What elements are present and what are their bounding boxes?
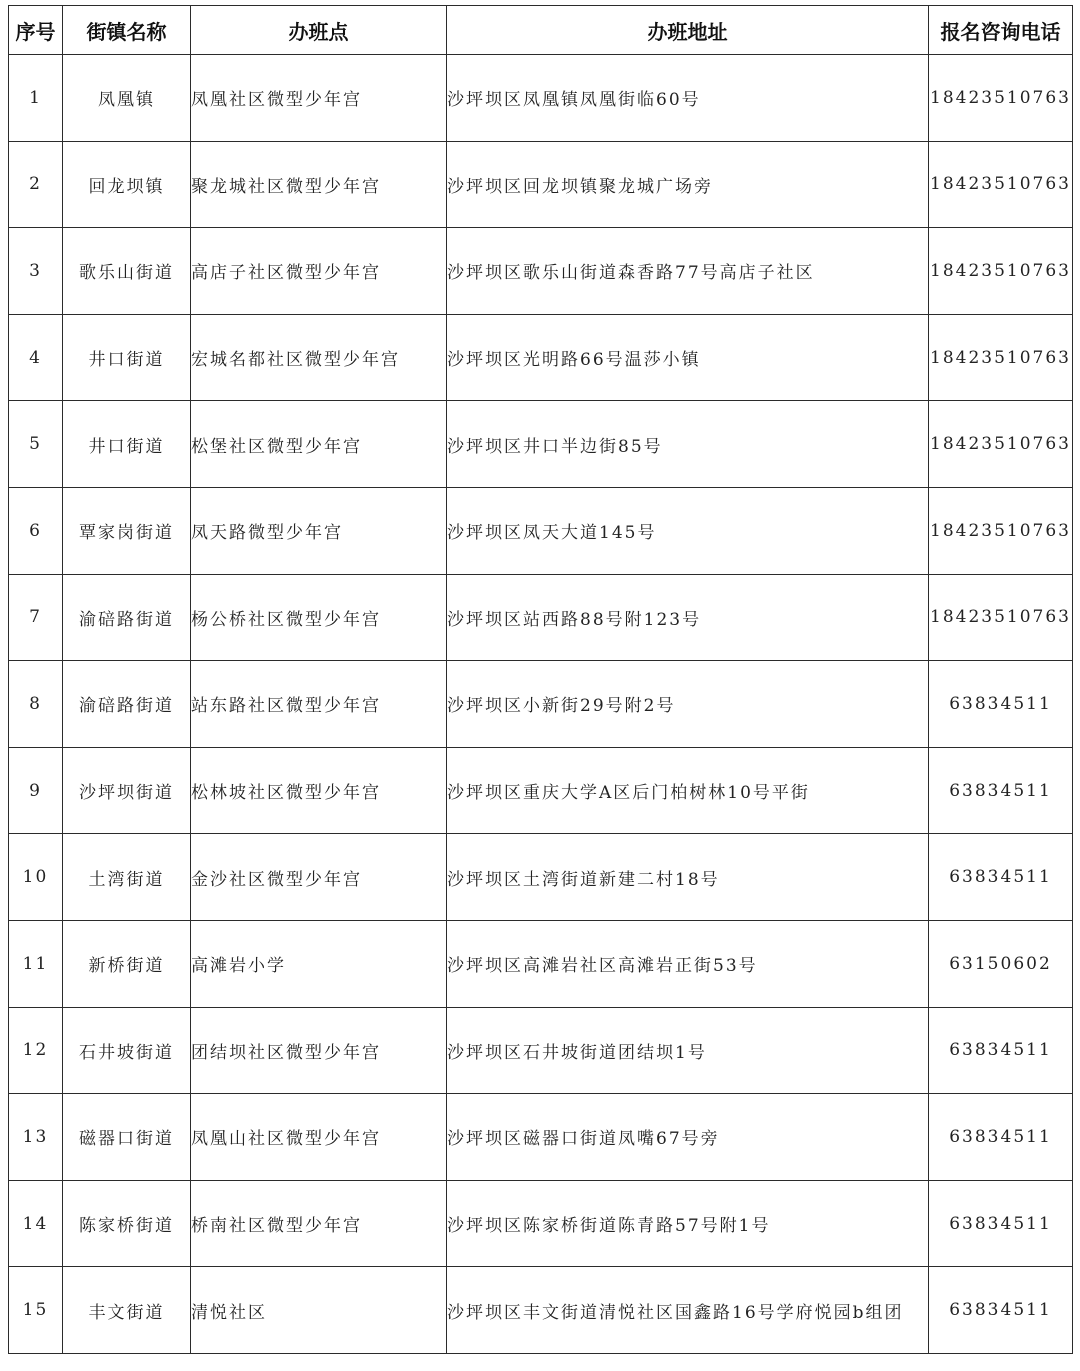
row-consult-phone: 18423510763 [929,574,1073,661]
row-town-name: 土湾街道 [63,834,191,921]
row-serial-number: 9 [9,747,63,834]
row-class-address: 沙坪坝区陈家桥街道陈青路57号附1号 [447,1180,929,1267]
row-town-name: 凤凰镇 [63,55,191,142]
table-row [9,920,1073,1007]
row-serial-number: 13 [9,1094,63,1181]
table-row [9,834,1073,921]
table-row [9,141,1073,228]
header-serial-number: 序号 [9,6,63,55]
row-class-address: 沙坪坝区井口半边街85号 [447,401,929,488]
row-consult-phone: 63834511 [929,661,1073,748]
row-class-address: 沙坪坝区土湾街道新建二村18号 [447,834,929,921]
row-class-address: 沙坪坝区站西路88号附123号 [447,574,929,661]
row-serial-number: 12 [9,1007,63,1094]
registration-table-sheet [8,5,1072,1365]
row-class-site: 凤凰社区微型少年宫 [191,55,447,142]
row-serial-number: 11 [9,920,63,1007]
row-class-site: 团结坝社区微型少年宫 [191,1007,447,1094]
row-town-name: 石井坡街道 [63,1007,191,1094]
row-class-address: 沙坪坝区丰文街道清悦社区国鑫路16号学府悦园b组团 [447,1267,929,1354]
table-row [9,487,1073,574]
row-class-site: 桥南社区微型少年宫 [191,1180,447,1267]
table-row [9,574,1073,661]
row-town-name: 回龙坝镇 [63,141,191,228]
row-class-site: 高店子社区微型少年宫 [191,228,447,315]
row-consult-phone: 63834511 [929,1007,1073,1094]
row-consult-phone: 18423510763 [929,314,1073,401]
row-town-name: 新桥街道 [63,920,191,1007]
class-location-table [8,5,1073,1354]
row-class-address: 沙坪坝区磁器口街道凤嘴67号旁 [447,1094,929,1181]
row-consult-phone: 18423510763 [929,487,1073,574]
row-consult-phone: 18423510763 [929,228,1073,315]
row-consult-phone: 63834511 [929,834,1073,921]
row-class-site: 松林坡社区微型少年宫 [191,747,447,834]
table-row [9,747,1073,834]
row-serial-number: 2 [9,141,63,228]
row-town-name: 沙坪坝街道 [63,747,191,834]
row-class-address: 沙坪坝区凤凰镇凤凰街临60号 [447,55,929,142]
table-row [9,1180,1073,1267]
row-serial-number: 8 [9,661,63,748]
row-town-name: 覃家岗街道 [63,487,191,574]
row-town-name: 井口街道 [63,314,191,401]
row-class-address: 沙坪坝区石井坡街道团结坝1号 [447,1007,929,1094]
row-serial-number: 10 [9,834,63,921]
row-serial-number: 4 [9,314,63,401]
row-consult-phone: 18423510763 [929,55,1073,142]
table-row [9,661,1073,748]
table-row [9,1007,1073,1094]
header-class-address: 办班地址 [447,6,929,55]
row-class-site: 松堡社区微型少年宫 [191,401,447,488]
row-class-site: 杨公桥社区微型少年宫 [191,574,447,661]
row-class-site: 凤凰山社区微型少年宫 [191,1094,447,1181]
row-serial-number: 14 [9,1180,63,1267]
row-class-site: 聚龙城社区微型少年宫 [191,141,447,228]
table-row [9,1094,1073,1181]
header-class-site: 办班点 [191,6,447,55]
table-row [9,228,1073,315]
table-row [9,401,1073,488]
row-class-address: 沙坪坝区小新街29号附2号 [447,661,929,748]
row-consult-phone: 63834511 [929,1180,1073,1267]
header-town-name: 街镇名称 [63,6,191,55]
row-serial-number: 5 [9,401,63,488]
row-class-address: 沙坪坝区光明路66号温莎小镇 [447,314,929,401]
row-class-address: 沙坪坝区高滩岩社区高滩岩正街53号 [447,920,929,1007]
row-town-name: 丰文街道 [63,1267,191,1354]
row-town-name: 陈家桥街道 [63,1180,191,1267]
header-consult-phone: 报名咨询电话 [929,6,1073,55]
row-serial-number: 6 [9,487,63,574]
row-town-name: 井口街道 [63,401,191,488]
row-serial-number: 3 [9,228,63,315]
row-class-site: 宏城名都社区微型少年宫 [191,314,447,401]
row-consult-phone: 63834511 [929,1267,1073,1354]
row-town-name: 渝碚路街道 [63,661,191,748]
row-serial-number: 7 [9,574,63,661]
row-serial-number: 1 [9,55,63,142]
table-body [9,55,1073,1354]
row-town-name: 歌乐山街道 [63,228,191,315]
row-class-address: 沙坪坝区回龙坝镇聚龙城广场旁 [447,141,929,228]
row-consult-phone: 63834511 [929,1094,1073,1181]
row-consult-phone: 63150602 [929,920,1073,1007]
row-class-site: 金沙社区微型少年宫 [191,834,447,921]
row-class-address: 沙坪坝区重庆大学A区后门柏树林10号平街 [447,747,929,834]
table-row [9,55,1073,142]
row-serial-number: 15 [9,1267,63,1354]
row-town-name: 渝碚路街道 [63,574,191,661]
row-consult-phone: 63834511 [929,747,1073,834]
table-header-row [9,6,1073,55]
row-class-address: 沙坪坝区歌乐山街道森香路77号高店子社区 [447,228,929,315]
row-class-site: 高滩岩小学 [191,920,447,1007]
row-town-name: 磁器口街道 [63,1094,191,1181]
row-class-site: 清悦社区 [191,1267,447,1354]
row-class-site: 站东路社区微型少年宫 [191,661,447,748]
row-class-address: 沙坪坝区凤天大道145号 [447,487,929,574]
row-consult-phone: 18423510763 [929,401,1073,488]
row-class-site: 凤天路微型少年宫 [191,487,447,574]
table-row [9,1267,1073,1354]
table-row [9,314,1073,401]
row-consult-phone: 18423510763 [929,141,1073,228]
